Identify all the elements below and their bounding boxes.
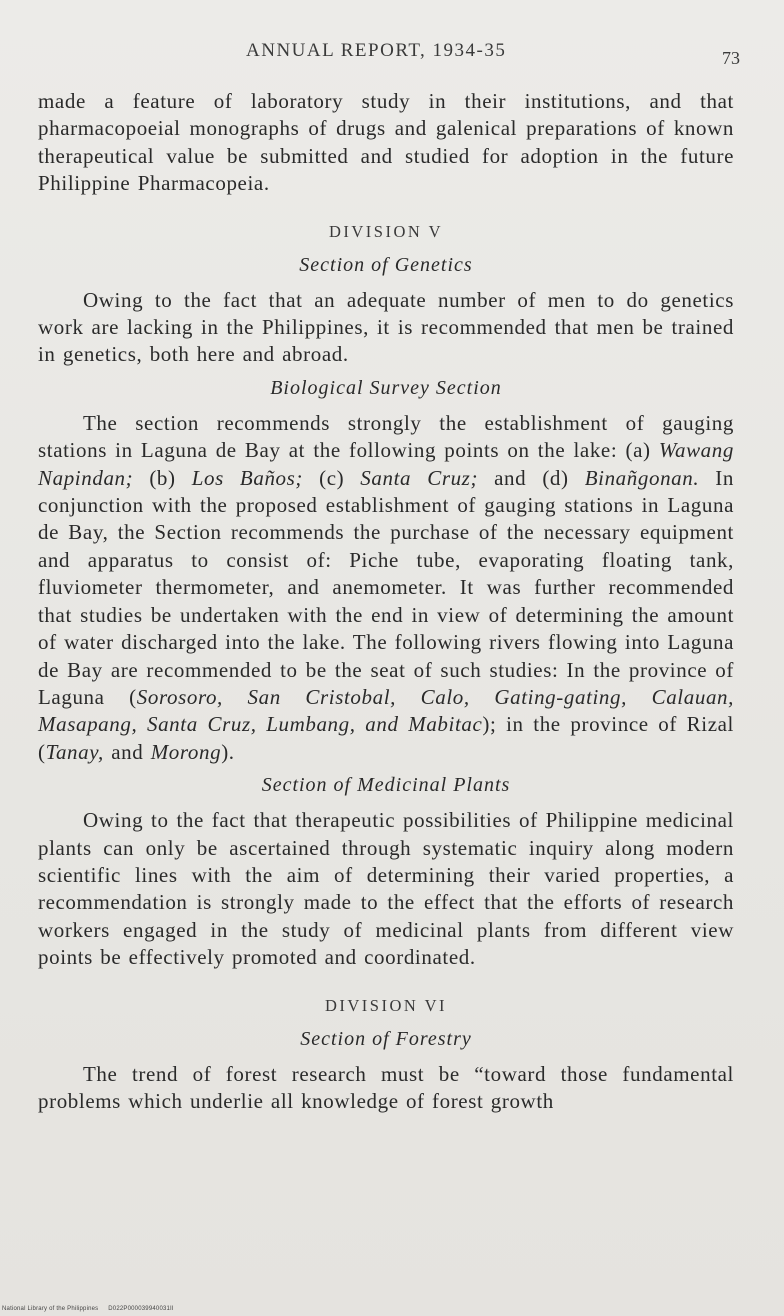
bio-text-8: ). [221, 739, 235, 764]
bio-place-binangonan: Binañgonan. [584, 465, 700, 490]
bio-laguna-rivers: Sorosoro, San Cristobal, Calo, Gating-gating, Calauan, Masapang, Santa Cruz, Lumbang, and Mabitac [38, 684, 734, 737]
division-vi-heading: DIVISION VI [324, 995, 448, 1015]
bio-text-5: In conjunction with the proposed establishment of gauging stations in Laguna de Bay, the Section recommends the purchase of the necessary equipment and apparatus to consist of: Piche tube, evaporating floating tank, fluviometer thermometer, and anemometer. It was further recommended that studies be undertaken with the end in view of determining the amount of water discharged into the lake. The following rivers flowing into Laguna de Bay are recommended to be the seat of such studies: In the province of Laguna ( [38, 465, 734, 709]
division-v-heading: DIVISION V [328, 221, 444, 241]
bio-river-morong: Morong [150, 739, 222, 764]
bio-text-7: and [103, 739, 151, 764]
medicinal-plants-section-heading: Section of Medicinal Plants [261, 774, 511, 797]
scan-footer [2, 1306, 182, 1312]
page-content [38, 88, 734, 1115]
bio-text-3: (c) [303, 465, 361, 490]
biological-survey-section-heading: Biological Survey Section [270, 376, 502, 399]
bio-text-6: ); in the province of Rizal ( [38, 712, 734, 764]
intro-paragraph: made a feature of laboratory study in their institutions, and that pharmacopoeial monographs of drugs and galenical preparations of known therapeutical value be submitted and studied for adoption in the future Philippine Pharmacopeia. [38, 89, 734, 196]
bio-river-tanay: Tanay, [45, 739, 104, 764]
medicinal-plants-paragraph: Owing to the fact that therapeutic possibilities of Philippine medicinal plants can only be ascertained through systematic inquiry along modern scientific lines with the aim of determining their varied properties, a recommendation is strongly made to the effect that the efforts of research workers engaged in the study of medicinal plants from different view points be effectively promoted and coordinated. [38, 808, 734, 970]
bio-text-4: and (d) [478, 465, 585, 490]
bio-text-1: The section recommends strongly the establishment of gauging stations in Laguna de Bay at the following points on the lake: (a) [38, 410, 734, 463]
page-number: 73 [722, 48, 740, 68]
bio-place-wawang: Wawang Napindan; [38, 438, 734, 490]
genetics-paragraph: Owing to the fact that an adequate number of men to do genetics work are lacking in the Philippines, it is recommended that men be trained in genetics, both here and abroad. [38, 287, 734, 367]
forestry-section-heading: Section of Forestry [300, 1027, 472, 1050]
footer-code: D022P000039940031II [108, 1306, 174, 1312]
running-head: ANNUAL REPORT, 1934-35 [246, 40, 507, 61]
genetics-section-heading: Section of Genetics [299, 253, 473, 276]
biological-survey-paragraph [38, 410, 734, 766]
bio-place-los-banos: Los Baños; [191, 465, 304, 490]
bio-text-2: (b) [133, 465, 192, 490]
footer-library: National Library of the Philippines [2, 1306, 99, 1312]
forestry-paragraph: The trend of forest research must be “toward those fundamental problems which underlie all knowledge of forest growth [38, 1061, 734, 1113]
bio-place-santa-cruz: Santa Cruz; [360, 465, 479, 490]
